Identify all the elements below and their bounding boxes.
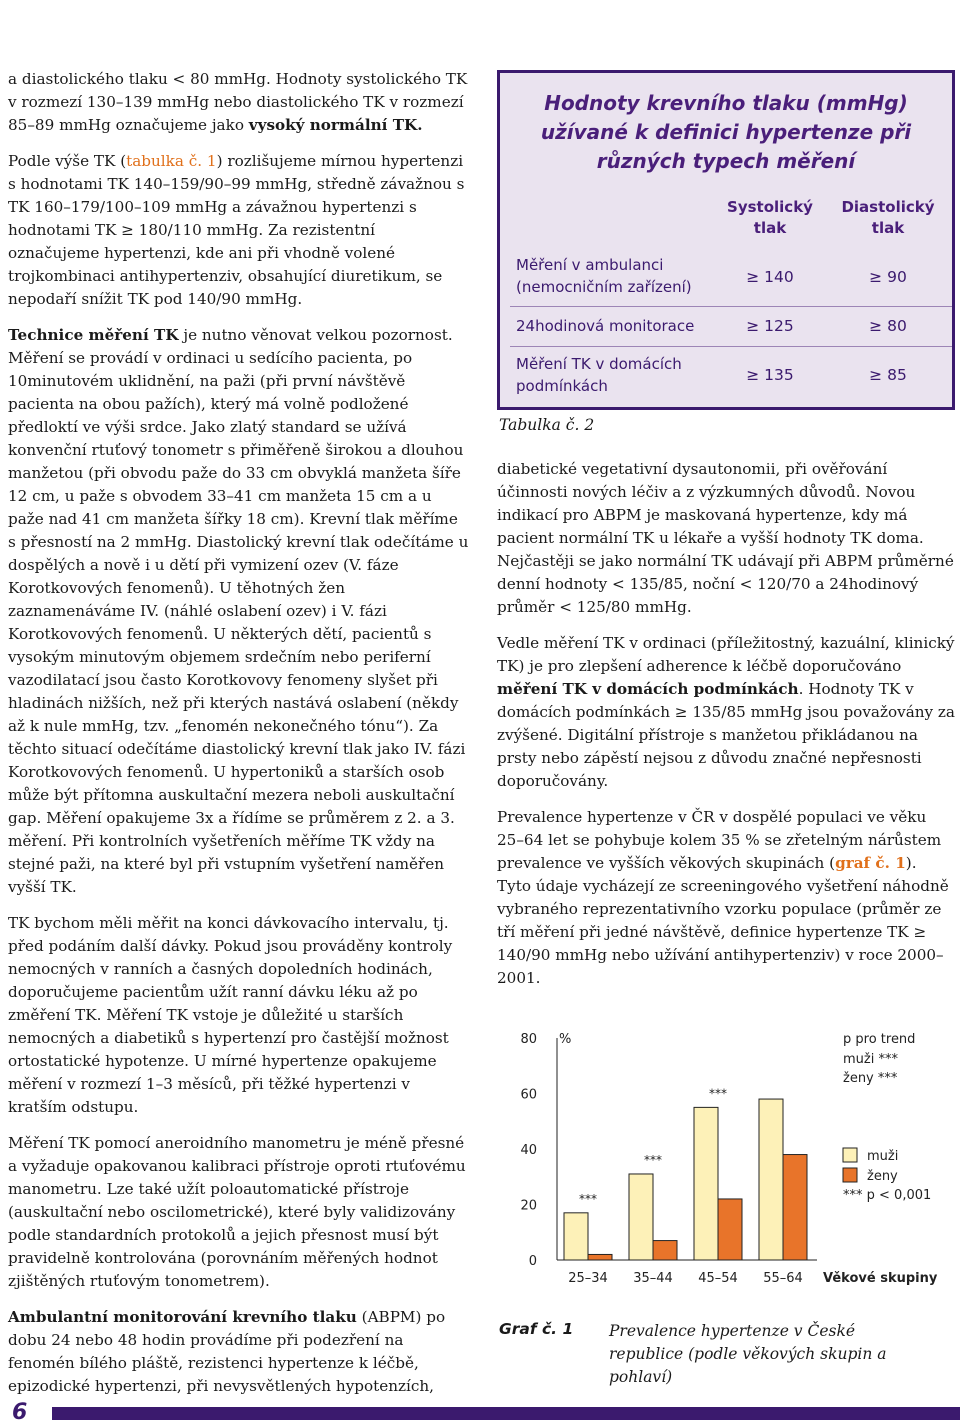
legend-swatch-women — [843, 1168, 857, 1182]
blood-pressure-table — [497, 70, 955, 410]
row-divider — [510, 306, 952, 307]
table-caption: Tabulka č. 2 — [499, 416, 595, 434]
cell-value: ≥ 85 — [869, 366, 907, 384]
trend-line: muži *** — [843, 1052, 898, 1067]
page-number: 6 — [12, 1400, 28, 1425]
paragraph: TK bychom měli měřit na konci dávkovacího intervalu, tj. před podáním další dávky. Pokud jsou prováděny kontroly nemocných v ranních a časných dopoledních hodinách, doporučujeme pacientům užít ranní dávku léku až po změření TK. Měření TK vstoje je důležité u starších nemocných a diabetiků s hypertenzí pro častější možnost ortostatické hypotenze. U mírné hypertenze opakujeme měření v rozmezí 1–3 měsíců, při těžké hypertenzi v kratším odstupu. — [8, 914, 453, 1116]
row-label: 24hodinová monitorace — [516, 317, 695, 335]
paragraph: Vedle měření TK v ordinaci (příležitostný, kazuální, klinický TK) je pro zlepšení adherence k léčbě doporučováno měření TK v domácích podmínkách. Hodnoty TK v domácích podmínkách ≥ 135/85 mmHg jsou považovány za zvýšené. Digitální přístroje s manžetou přikládanou na prsty nebo zápěstí nejsou z důvodu značné nepřesnosti doporučovány. — [497, 634, 955, 790]
table-reference-link[interactable]: tabulka č. 1 — [126, 152, 217, 170]
significance-label: *** — [644, 1152, 662, 1167]
row-divider — [510, 346, 952, 347]
x-tick-label: 35–44 — [633, 1271, 673, 1286]
trend-title: p pro trend — [843, 1032, 916, 1047]
y-tick-label: 80 — [520, 1032, 537, 1047]
table-title: Hodnoty krevního tlaku (mmHg) užívané k definici hypertenze při různých typech měření — [540, 91, 912, 173]
bar-women — [718, 1199, 742, 1260]
paragraph: Měření TK pomocí aneroidního manometru je méně přesné a vyžaduje opakovanou kalibraci přístroje oproti rtuťovému manometru. Lze také užít poloautomatické přístroje (auskultační nebo oscilometrické), které byly validizovány podle standardních protokolů a jejich přesnost musí být pravidelně kontrolována (porovnáním měřených hodnot zjištěných rtuťovým tonometrem). — [8, 1134, 466, 1290]
bar-women — [588, 1254, 612, 1260]
page-footer — [0, 1398, 960, 1428]
y-tick-label: 40 — [520, 1143, 537, 1158]
legend-note: *** p < 0,001 — [843, 1188, 932, 1203]
bar-men — [564, 1213, 588, 1260]
y-tick-label: 0 — [528, 1254, 537, 1269]
chart-caption-label: Graf č. 1 — [499, 1320, 574, 1338]
legend-label: muži — [867, 1149, 899, 1164]
x-tick-label: 25–34 — [568, 1271, 608, 1286]
paragraph: Technice měření TK je nutno věnovat velkou pozornost. Měření se provádí v ordinaci u sedícího pacienta, po 10minutovém uklidnění, na paži (při první návštěvě pacienta na obou pažích), který má volně podložené předloktí ve výši srdce. Jako zlatý standard se užívá konvenční rtuťový tonometr s přiměřeně širokou a dlouhou manžetou (při obvodu paže do 33 cm obvyklá manžeta šíře 12 cm, u paže s obvodem 33–41 cm manžeta 15 cm a u paže nad 41 cm manžeta šířky 18 cm). Krevní tlak měříme s přesností na 2 mmHg. Diastolický krevní tlak odečítáme u dospělých a nově i u dětí při vymizení ozev (V. fáze Korotkovových fenomenů). U těhotných žen zaznamenáváme IV. (náhlé oslabení ozev) i V. fázi Korotkovových fenomenů. U některých dětí, pacientů s vysokým minutovým objemem srdečním nebo periferní vazodilatací jsou často Korotkovovy fenomeny slyšet při hladinách nižších, než při kterých nastává oslabení (někdy až k nule mmHg, tzv. „fenomén nekonečného tónu“). Za těchto situací odečítáme diastolický krevní tlak jako IV. fázi Korotkovových fenomenů. U hypertoniků a starších osob může být přítomna auskultační mezera neboli auskultační gap. Měření opakujeme 3x a řídíme se průměrem z 2. a 3. měření. Při kontrolních vyšetřeních měříme TK vždy na stejné paži, na které byl při vstupním vyšetření naměřen vyšší TK. — [8, 326, 469, 896]
cell-value: ≥ 125 — [746, 317, 794, 335]
footer-bar — [52, 1407, 960, 1420]
y-tick-label: 20 — [520, 1198, 537, 1214]
column-header-systolic: Systolický tlak — [727, 198, 813, 237]
cell-value: ≥ 135 — [746, 366, 794, 384]
significance-label: *** — [579, 1191, 597, 1206]
prevalence-chart — [497, 1010, 955, 1310]
bar-men — [629, 1174, 653, 1260]
column-header-diastolic: Diastolický tlak — [841, 198, 935, 237]
paragraph: Ambulantní monitorování krevního tlaku (ABPM) po dobu 24 nebo 48 hodin provádíme při podezření na fenomén bílého pláště, rezistenci hypertenze k léčbě, epizodické hypertenzi, při nevysvětlených hypotenzích, — [8, 1308, 446, 1395]
row-label: Měření TK v domácích podmínkách — [516, 355, 682, 395]
cell-value: ≥ 140 — [746, 268, 794, 286]
bar-men — [694, 1107, 718, 1260]
paragraph: diabetické vegetativní dysautonomii, při ověřování účinnosti nových léčiv a z výzkumných důvodů. Novou indikací pro ABPM je maskovaná hypertenze, kdy má pacient normální TK u lékaře a vyšší hodnoty TK doma. Nejčastěji se jako normální TK udávají při ABPM průměrné denní hodnoty < 135/85, noční < 120/70 a 24hodinový průměr < 125/80 mmHg. — [497, 460, 954, 616]
chart-reference-link[interactable]: graf č. 1 — [835, 854, 906, 872]
x-axis-label: Věkové skupiny — [823, 1271, 938, 1286]
row-label: Měření v ambulanci (nemocničním zařízení) — [516, 256, 692, 296]
bar-women — [653, 1241, 677, 1260]
significance-label: *** — [709, 1086, 727, 1101]
legend-swatch-men — [843, 1148, 857, 1162]
paragraph: Prevalence hypertenze v ČR v dospělé populaci ve věku 25–64 let se pohybuje kolem 35 % se zřetelným nárůstem prevalence ve vyšších věkových skupinách (graf č. 1). Tyto údaje vycházejí ze screeningového vyšetření náhodně vybraného reprezentativního vzorku populace (průměr ze tří měření při jedné návštěvě, definice hypertenze TK ≥ 140/90 mmHg nebo užívání antihypertenziv) v roce 2000–2001. — [497, 808, 949, 987]
legend-label: ženy — [867, 1169, 898, 1184]
paragraph: a diastolického tlaku < 80 mmHg. Hodnoty systolického TK v rozmezí 130–139 mmHg nebo diastolického TK v rozmezí 85–89 mmHg označujeme jako vysoký normální TK. — [8, 70, 468, 134]
cell-value: ≥ 80 — [869, 317, 907, 335]
chart-caption-text: Prevalence hypertenze v České republice (podle věkových skupin a pohlaví) — [609, 1322, 887, 1386]
bar-men — [759, 1099, 783, 1260]
paragraph: Podle výše TK (tabulka č. 1) rozlišujeme mírnou hypertenzi s hodnotami TK 140–159/90–99 mmHg, středně závažnou s TK 160–179/100–109 mmHg a závažnou hypertenzi s hodnotami TK ≥ 180/110 mmHg. Za rezistentní označujeme hypertenzi, kde ani při vhodně volené trojkombinaci antihypertenziv, obsahující diuretikum, se nepodaří snížit TK pod 140/90 mmHg. — [8, 152, 465, 308]
y-axis-unit: % — [559, 1032, 572, 1047]
trend-line: ženy *** — [843, 1071, 898, 1086]
bar-women — [783, 1155, 807, 1260]
x-tick-label: 45–54 — [698, 1271, 738, 1286]
right-column — [497, 458, 955, 1003]
cell-value: ≥ 90 — [869, 268, 907, 286]
x-tick-label: 55–64 — [763, 1271, 803, 1286]
y-tick-label: 60 — [520, 1087, 537, 1103]
left-column — [8, 68, 470, 1411]
